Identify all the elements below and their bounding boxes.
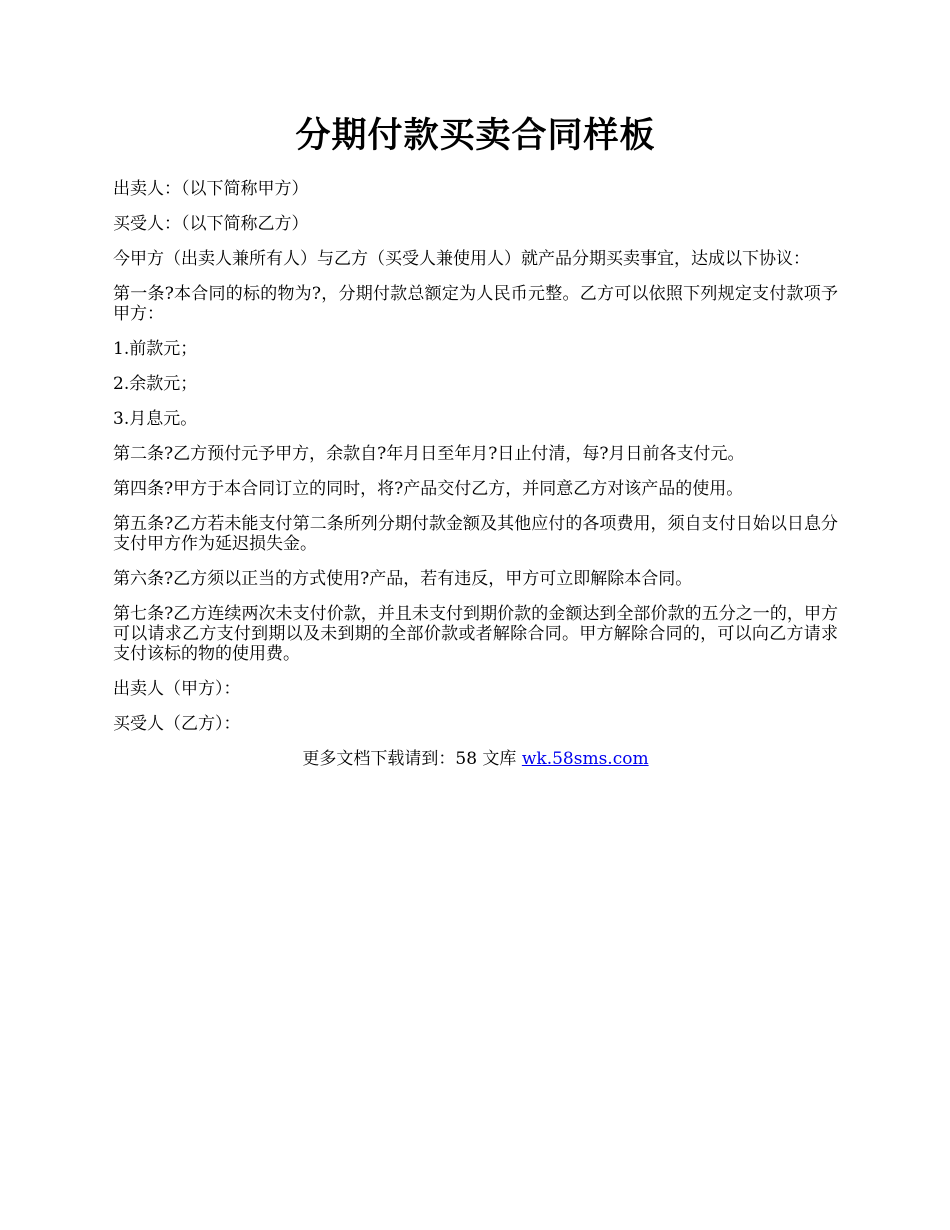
article-4-paragraph: 第四条?甲方于本合同订立的同时，将?产品交付乙方，并同意乙方对该产品的使用。 bbox=[113, 479, 744, 499]
article-6-paragraph: 第六条?乙方须以正当的方式使用?产品，若有违反，甲方可立即解除本合同。 bbox=[113, 569, 693, 589]
seller-line: 出卖人：（以下简称甲方） bbox=[113, 179, 309, 199]
seller-signature-line: 出卖人（甲方）： bbox=[113, 679, 241, 699]
document-body bbox=[113, 179, 838, 734]
payment-item-3: 3.月息元。 bbox=[113, 409, 198, 429]
article-2-paragraph: 第二条?乙方预付元予甲方，余款自?年月日至年月?日止付清，每?月日前各支付元。 bbox=[113, 444, 745, 464]
article-7-paragraph: 第七条?乙方连续两次未支付价款，并且未支付到期价款的金额达到全部价款的五分之一的，甲方可以请求乙方支付到期以及未到期的全部价款或者解除合同。甲方解除合同的，可以向乙方请求支付该标的物的使用费。 bbox=[113, 604, 838, 664]
preamble-paragraph: 今甲方（出卖人兼所有人）与乙方（买受人兼使用人）就产品分期买卖事宜，达成以下协议： bbox=[113, 249, 810, 269]
footer-link[interactable]: wk.58sms.com bbox=[521, 749, 649, 769]
footer-note bbox=[113, 749, 838, 769]
document-title: 分期付款买卖合同样板 bbox=[295, 115, 656, 156]
payment-item-1: 1.前款元； bbox=[113, 339, 198, 359]
footer-text: 更多文档下载请到：58 文库 bbox=[302, 749, 522, 769]
article-1-paragraph: 第一条?本合同的标的物为?，分期付款总额定为人民币元整。乙方可以依照下列规定支付款项予甲方： bbox=[113, 284, 838, 324]
payment-item-2: 2.余款元； bbox=[113, 374, 198, 394]
document-page bbox=[113, 112, 838, 769]
buyer-signature-line: 买受人（乙方）： bbox=[113, 714, 241, 734]
buyer-line: 买受人：（以下简称乙方） bbox=[113, 214, 309, 234]
article-5-paragraph: 第五条?乙方若未能支付第二条所列分期付款金额及其他应付的各项费用，须自支付日始以日息分支付甲方作为延迟损失金。 bbox=[113, 514, 838, 554]
